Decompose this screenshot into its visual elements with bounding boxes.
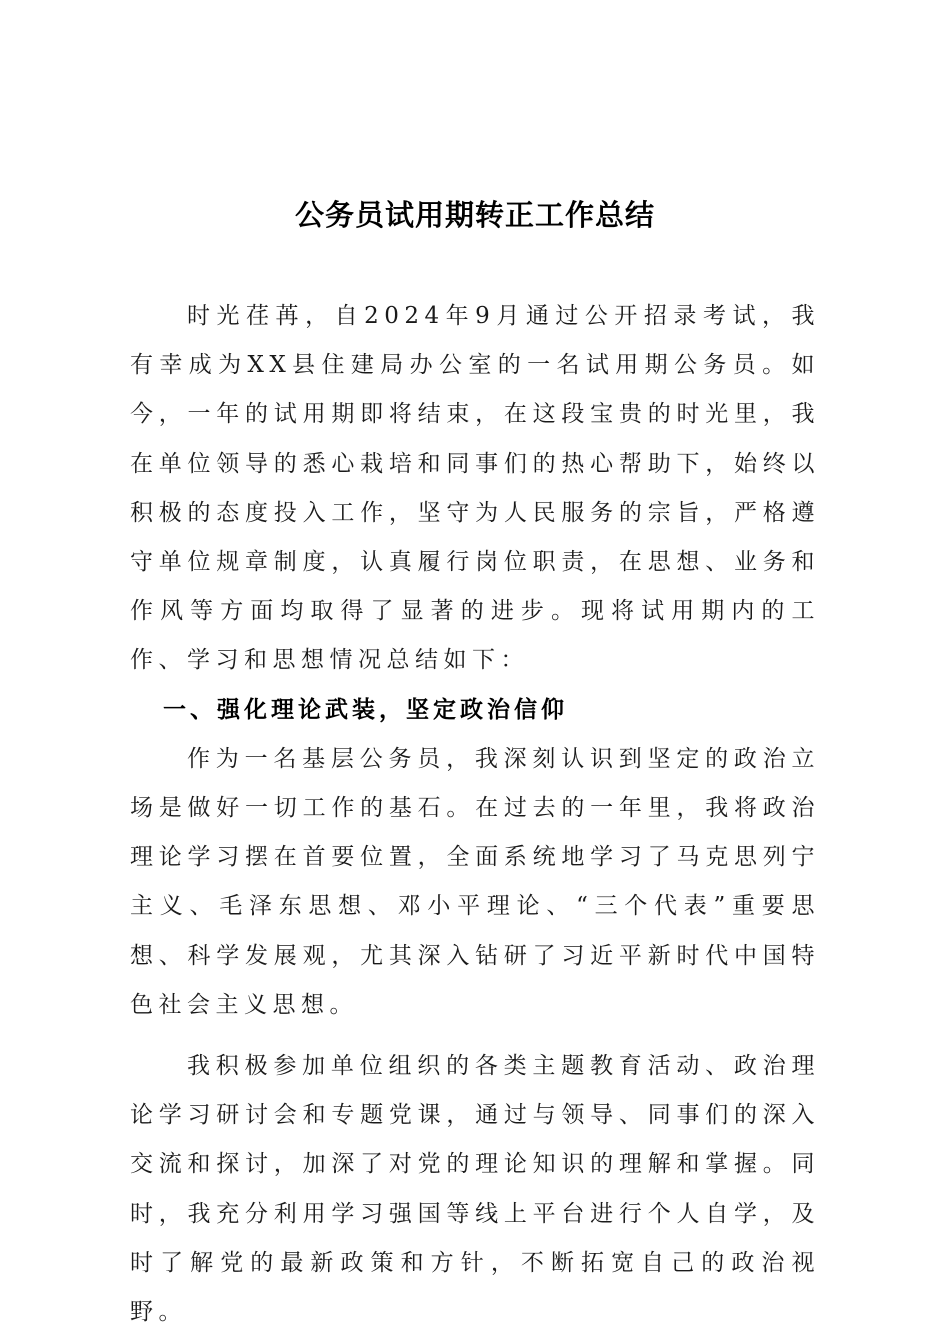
section-paragraph: 我积极参加单位组织的各类主题教育活动、政治理论学习研讨会和专题党课，通过与领导、同事们的深入交流和探讨，加深了对党的理论知识的理解和掌握。同时，我充分利用学习强国等线上平台进行个人自学，及时了解党的最新政策和方针，不断拓宽自己的政治视野。 — [130, 1053, 820, 1326]
paragraph-spacer — [130, 1030, 820, 1042]
section-heading: 一、强化理论武装，坚定政治信仰 — [163, 696, 568, 723]
document-title: 公务员试用期转正工作总结 — [294, 198, 655, 232]
intro-paragraph: 时光荏苒，自2024年9月通过公开招录考试，我有幸成为XX县住建局办公室的一名试用期公务员。如今，一年的试用期即将结束，在这段宝贵的时光里，我在单位领导的悉心栽培和同事们的热心帮助下，始终以积极的态度投入工作，坚守为人民服务的宗旨，严格遵守单位规章制度，认真履行岗位职责，在思想、业务和作风等方面均取得了显著的进步。现将试用期内的工作、学习和思想情况总结如下： — [130, 303, 820, 674]
section-paragraph: 作为一名基层公务员，我深刻认识到坚定的政治立场是做好一切工作的基石。在过去的一年里，我将政治理论学习摆在首要位置，全面系统地学习了马克思列宁主义、毛泽东思想、邓小平理论、“三个代表”重要思想、科学发展观，尤其深入钻研了习近平新时代中国特色社会主义思想。 — [130, 745, 820, 1018]
document-body — [130, 292, 820, 1337]
